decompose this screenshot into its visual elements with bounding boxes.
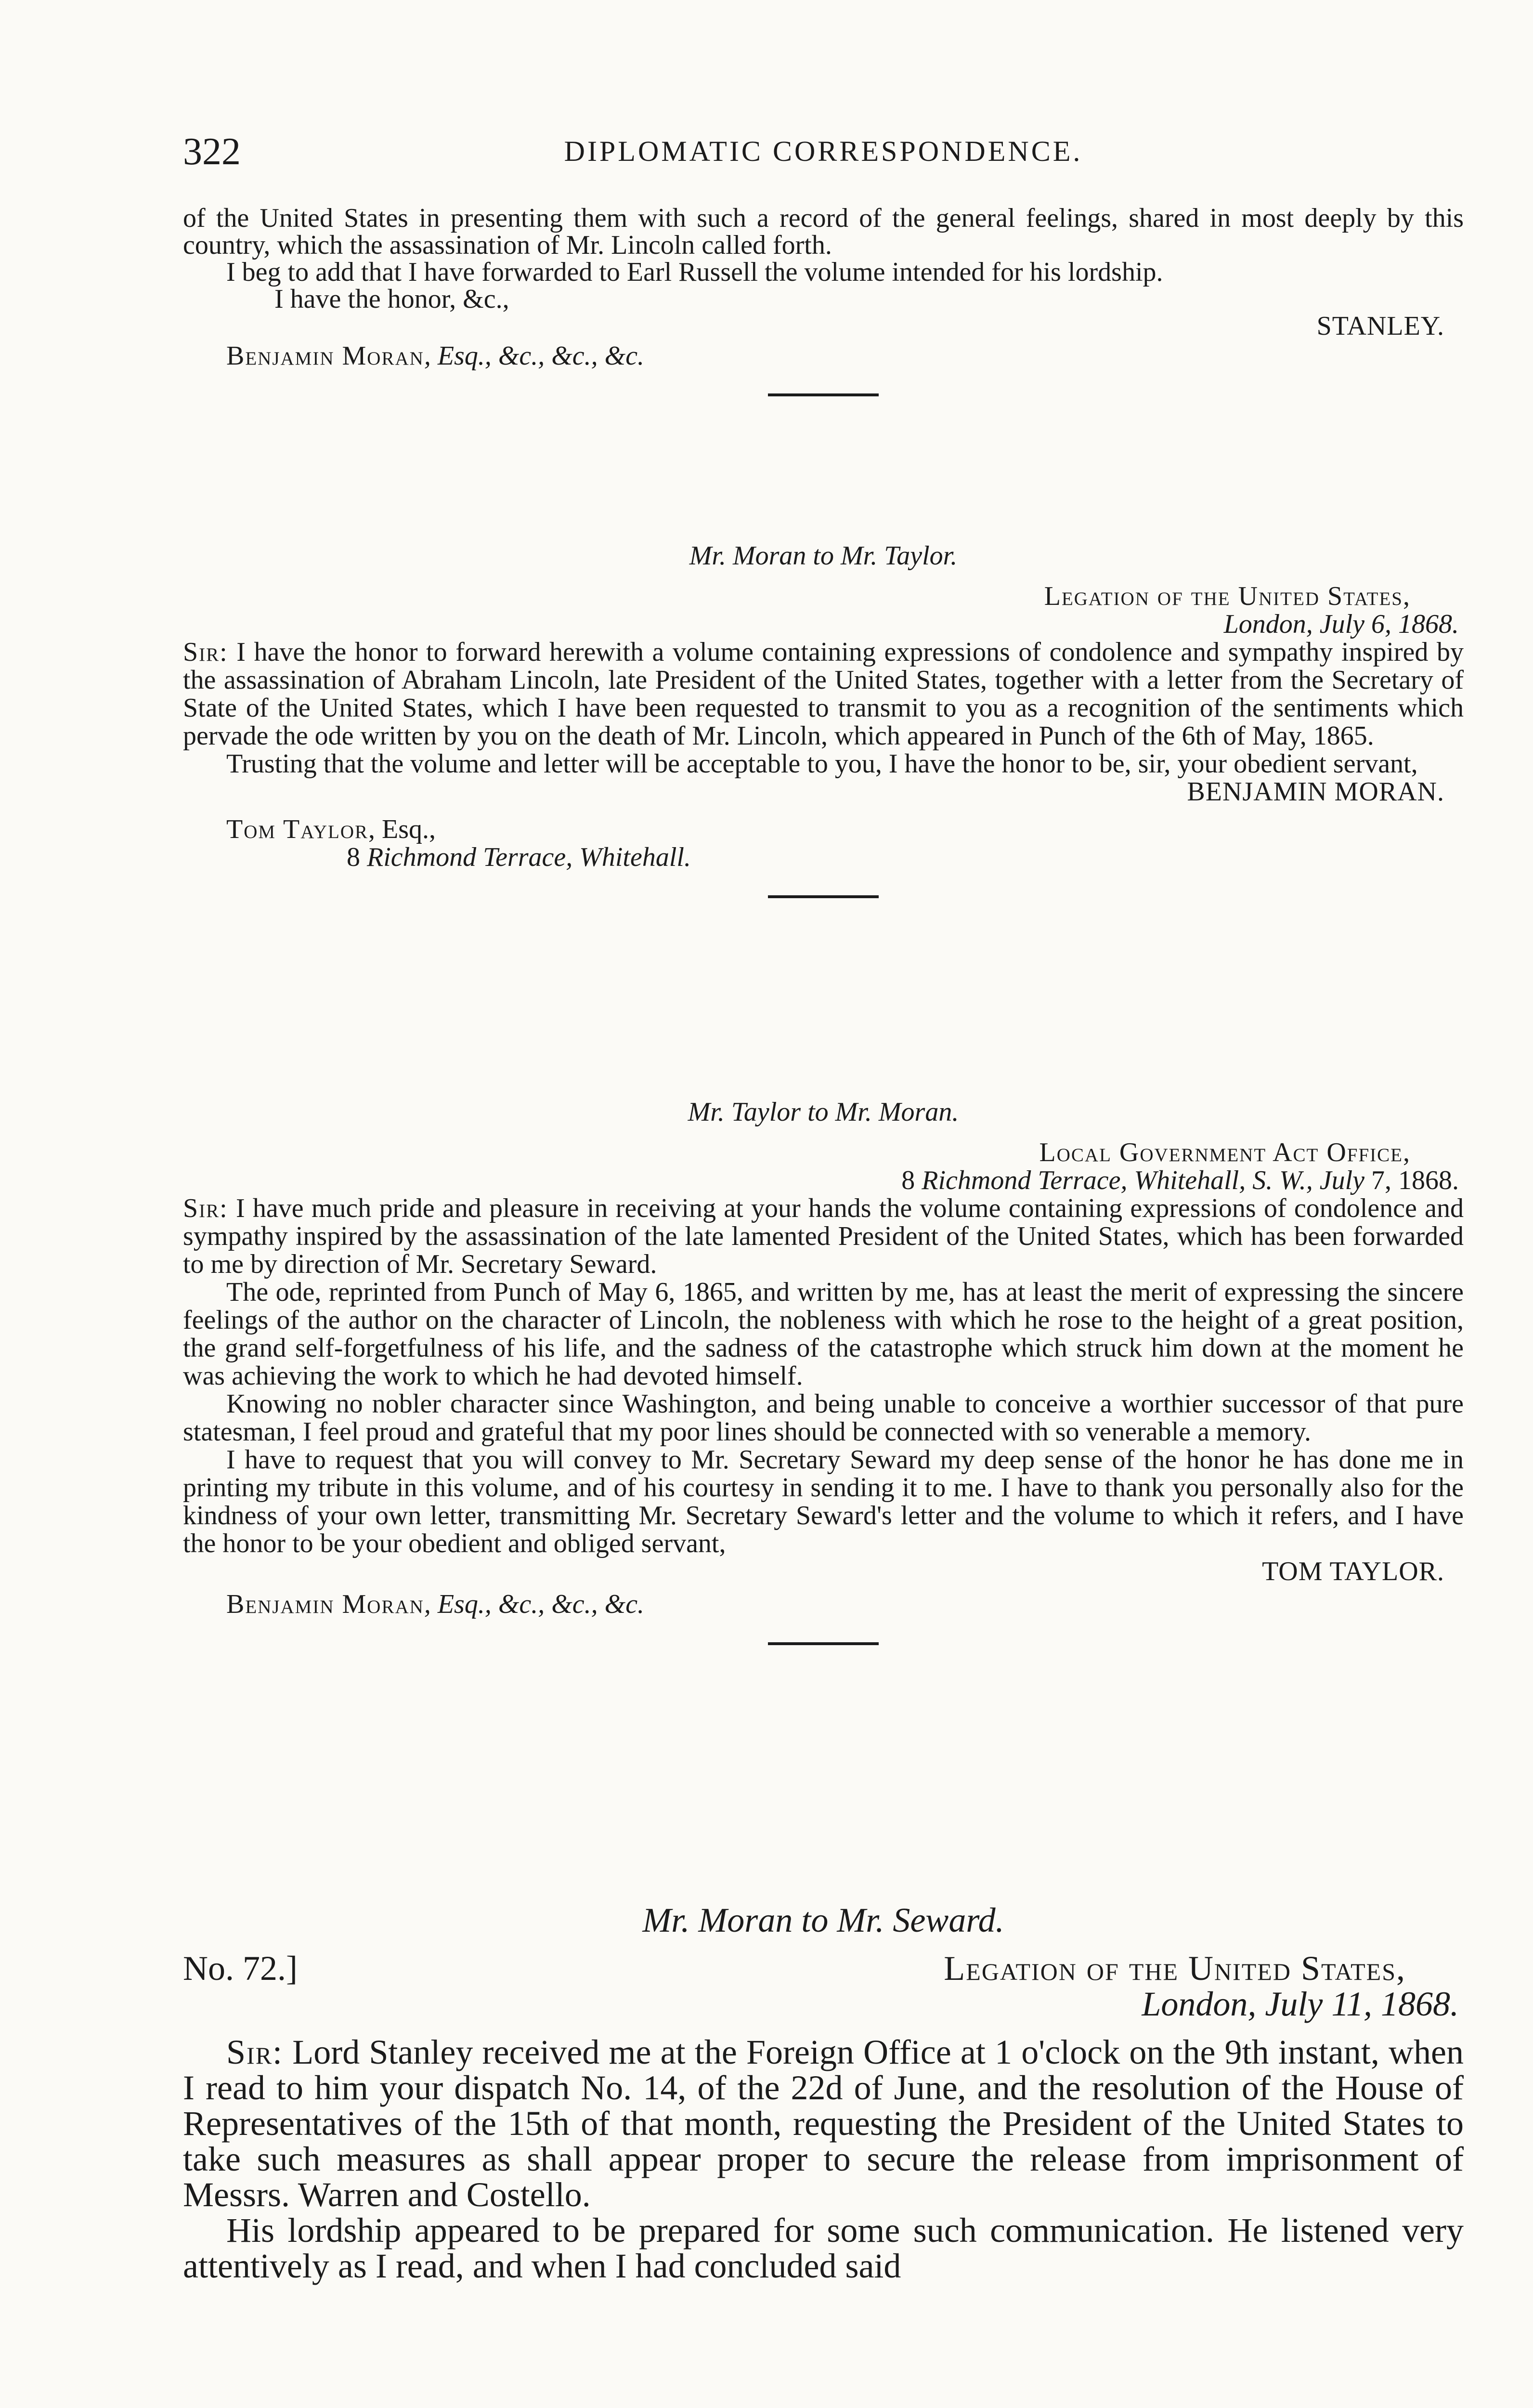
moran-taylor-street-num: 8 (347, 842, 367, 872)
moran-taylor-body-1 (183, 638, 1464, 750)
moran-seward-body-1 (183, 2034, 1464, 2212)
moran-taylor-addressee-street (183, 843, 1464, 871)
moran-seward-body-1-text: Lord Stanley received me at the Foreign Office at 1 o'clock on the 9th instant, when I read to him your dispatch No. 14, of the 22d of June, and the resolution of the House of Representatives of the 15th of that month, requesting the President of the United States to take such measures as shall appear proper to secure the release from imprisonment of Messrs. Warren and Costello. (183, 2033, 1464, 2214)
moran-taylor-salutation: Sir: (183, 637, 228, 667)
moran-taylor-dateline-date: London, July 6, 1868. (1223, 609, 1459, 639)
stanley-addressee (183, 342, 1464, 369)
running-head: DIPLOMATIC CORRESPONDENCE. (564, 135, 1083, 167)
taylor-moran-body-2: The ode, reprinted from Punch of May 6, 1865, and written by me, has at least the merit of expressing the sincere feelings of the author on the character of Lincoln, the nobleness with which he rose to the height of a great position, the grand self-forgetfulness of his life, and the sadness of the catastrophe which struck him down at the moment he was achieving the work to which he had devoted himself. (183, 1277, 1464, 1391)
moran-seward-body-2: His lordship appeared to be prepared for some such communication. He listened very attentively as I read, and when I had concluded said (183, 2211, 1464, 2285)
moran-taylor-addressee-rest: , Esq., (368, 814, 436, 844)
taylor-moran-body-1 (183, 1194, 1464, 1278)
page-header (183, 130, 1464, 183)
moran-seward-number: No. 72.] (183, 1949, 298, 1988)
moran-taylor-title: Mr. Moran to Mr. Taylor. (689, 541, 958, 571)
stanley-para-2: I beg to add that I have forwarded to Earl Russell the volume intended for his lordship. (226, 257, 1163, 287)
taylor-moran-body-4: I have to request that you will convey to Mr. Secretary Seward my deep sense of the honor he has done me in printing my tribute in this volume, and of his courtesy in sending it to me. I have to thank you personally also for the kindness of your own letter, transmitting Mr. Secretary Seward's letter and the volume to which it refers, and I have the honor to be your obedient and obliged servant, (183, 1445, 1464, 1558)
stanley-para-1: of the United States in presenting them with such a record of the general feelings, shared in most deeply by this country, which the assassination of Mr. Lincoln called forth. (183, 203, 1464, 260)
taylor-moran-dateline-num: 8 (901, 1165, 922, 1195)
taylor-moran-body-3: Knowing no nobler character since Washington, and being unable to conceive a worthier successor of that pure statesman, I feel proud and grateful that my poor lines should be connected with so venerable a memory. (183, 1389, 1464, 1447)
taylor-moran-salutation: Sir: (183, 1193, 228, 1223)
taylor-moran-addressee-name: Benjamin Moran (226, 1589, 424, 1619)
taylor-moran-dateline-place: Richmond Terrace, Whitehall, S. W., July (922, 1165, 1364, 1195)
page-number: 322 (183, 131, 241, 173)
stanley-addressee-name: Benjamin Moran (226, 341, 424, 371)
moran-to-seward-letter (183, 1902, 1464, 2284)
taylor-moran-title: Mr. Taylor to Mr. Moran. (688, 1097, 959, 1127)
taylor-moran-dateline (183, 1166, 1459, 1194)
section-divider (768, 1642, 879, 1645)
taylor-moran-dateline-date: 7, 1868. (1364, 1165, 1459, 1195)
stanley-signature: STANLEY. (1316, 311, 1444, 341)
taylor-moran-body-1-text: I have much pride and pleasure in receiving at your hands the volume containing expressions of condolence and sympathy inspired by the assassination of the late lamented President of the United States, which has been forwarded to me by direction of Mr. Secretary Seward. (183, 1193, 1464, 1279)
moran-taylor-signature: BENJAMIN MORAN. (1187, 777, 1444, 807)
section-divider (768, 895, 879, 898)
moran-seward-title: Mr. Moran to Mr. Seward. (642, 1901, 1004, 1939)
moran-taylor-body-1-text: I have the honor to forward herewith a volume containing expressions of condolence and sympathy inspired by the assassination of Abraham Lincoln, late President of the United States, together with a letter from the Secretary of State of the United States, which I have been requested to transmit to you as a recognition of the sentiments which pervade the ode written by you on the death of Mr. Lincoln, which appeared in Punch of the 6th of May, 1865. (183, 637, 1464, 751)
moran-taylor-dateline-org: Legation of the United States, (1044, 581, 1411, 611)
taylor-moran-signature: TOM TAYLOR. (1262, 1557, 1444, 1586)
moran-seward-dateline-row (183, 1950, 1464, 1986)
moran-taylor-street: Richmond Terrace, Whitehall. (367, 842, 691, 872)
moran-to-taylor-letter (183, 542, 1464, 898)
moran-seward-salutation: Sir: (226, 2033, 284, 2071)
moran-seward-dateline-org: Legation of the United States, (944, 1949, 1406, 1988)
taylor-moran-dateline-org: Local Government Act Office, (1039, 1138, 1411, 1167)
taylor-moran-addressee-rest: , Esq., &c., &c., &c. (424, 1589, 645, 1619)
moran-taylor-addressee (183, 815, 1464, 843)
taylor-to-moran-letter (183, 1098, 1464, 1645)
moran-taylor-addressee-name: Tom Taylor (226, 814, 368, 844)
taylor-moran-addressee (183, 1590, 1464, 1618)
moran-seward-dateline-date: London, July 11, 1868. (1142, 1985, 1459, 2023)
section-divider (768, 393, 879, 396)
moran-taylor-body-2: Trusting that the volume and letter will be acceptable to you, I have the honor to be, sir, your obedient servant, (226, 749, 1418, 779)
stanley-letter (183, 205, 1464, 396)
stanley-closing: I have the honor, &c., (274, 284, 509, 314)
stanley-addressee-rest: , Esq., &c., &c., &c. (424, 341, 645, 371)
